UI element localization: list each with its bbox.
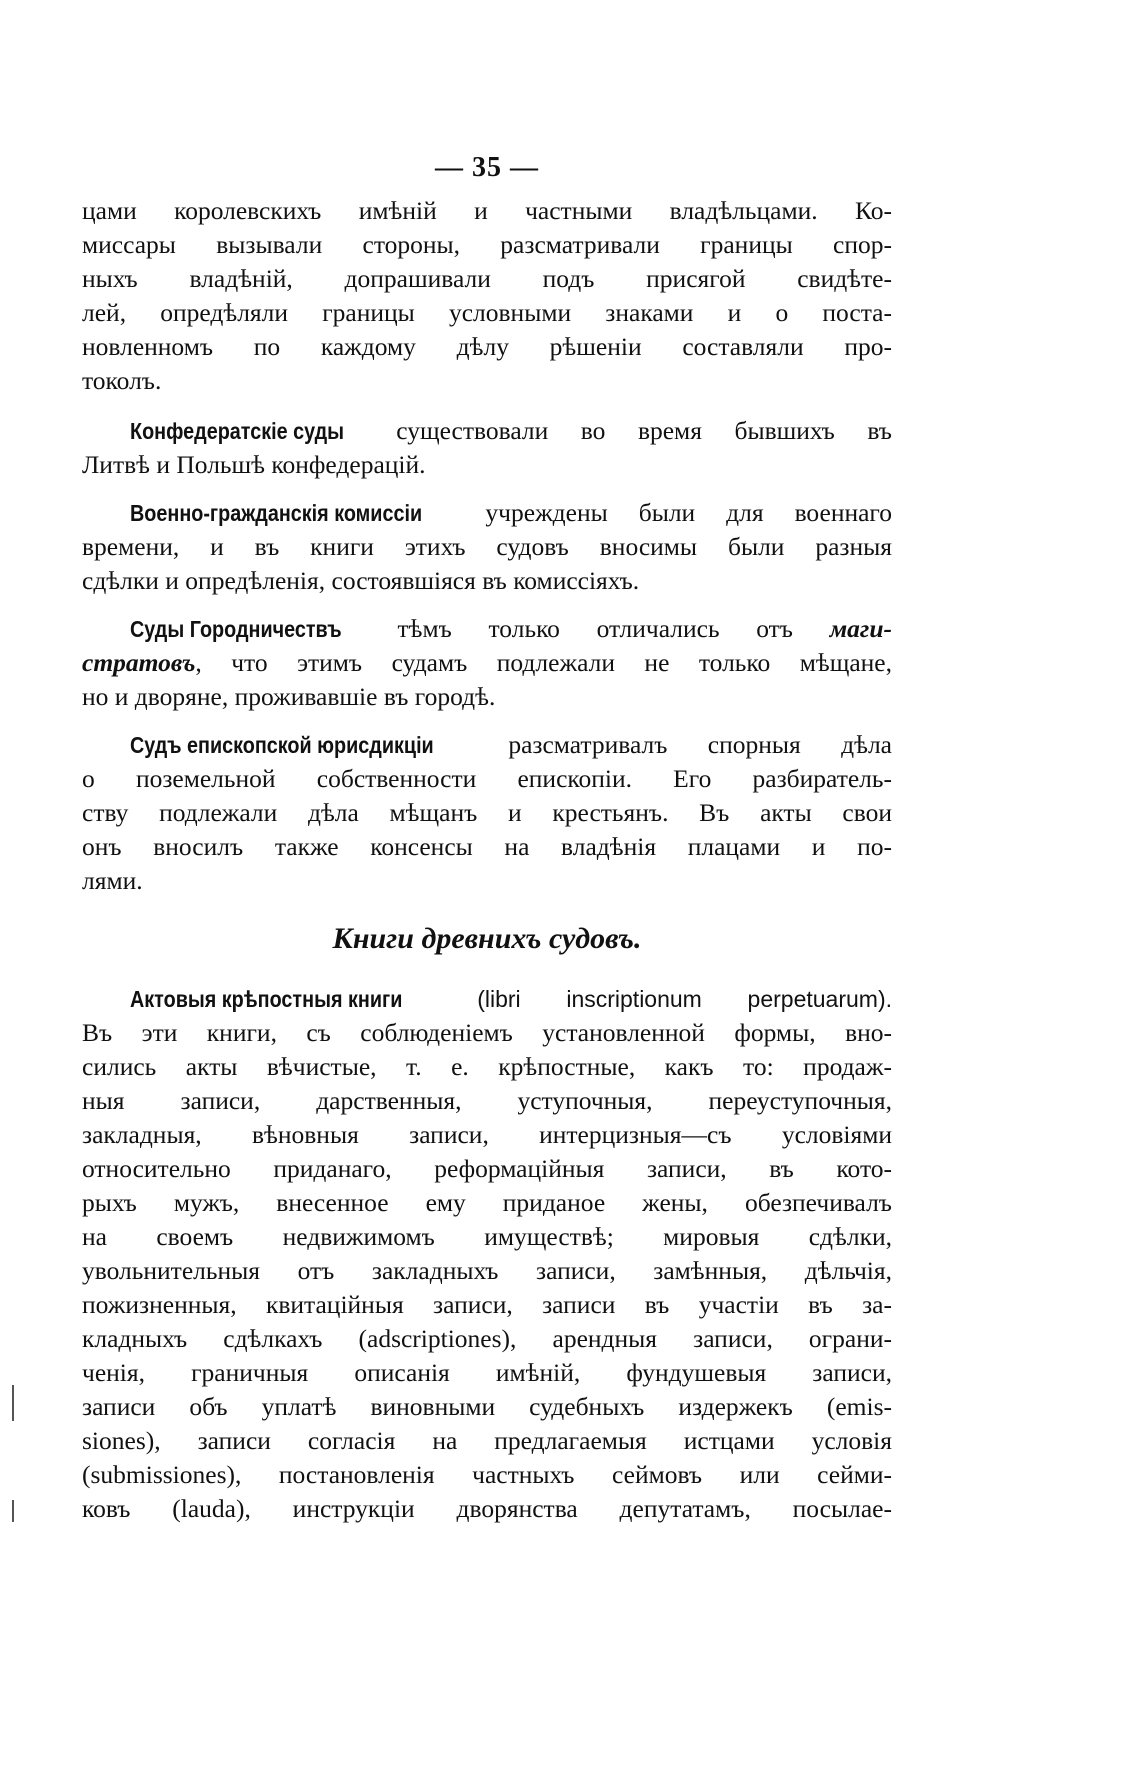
text-line: новленномъ по каждому дѣлу рѣшеніи составляли про- [82, 332, 892, 361]
paragraph-episcopal-court [130, 728, 892, 762]
text-line: закладныя, вѣновныя записи, интерцизныя—съ условіями [82, 1120, 892, 1149]
text-line: записи объ уплатѣ виновными судебныхъ издержекъ (emis- [82, 1392, 892, 1421]
text-line: ству подлежали дѣла мѣщанъ и крестьянъ. Въ акты свои [82, 798, 892, 827]
latin-title: (libri inscriptionum perpetuarum). [477, 986, 892, 1012]
text-line: цами королевскихъ имѣній и частными владѣльцами. Ко- [82, 196, 892, 225]
page-number: — 35 — [435, 152, 539, 183]
text-run: разсматривалъ спорныя дѣла [467, 730, 892, 759]
italic-run: маги- [829, 614, 892, 643]
text-run: существовали во время бывшихъ въ [363, 416, 892, 445]
text-line: увольнительныя отъ закладныхъ записи, замѣнныя, дѣльчія, [82, 1256, 892, 1285]
text-line: лей, опредѣляли границы условными знаками и о поста- [82, 298, 892, 327]
text-line: онъ вносилъ также консенсы на владѣнія плацами и по- [82, 832, 892, 861]
scan-margin-mark [12, 1385, 14, 1421]
term-heading: Военно-гражданскія комиссіи [130, 500, 423, 526]
text-line [82, 646, 892, 680]
text-run: , что этимъ судамъ подлежали не только мѣщане, [195, 648, 892, 677]
text-line: Литвѣ и Польшѣ конфедерацій. [82, 450, 426, 479]
paragraph-act-books [130, 982, 892, 1016]
text-line: siones), записи согласія на предлагаемыя истцами условія [82, 1426, 892, 1455]
term-heading: Конфедератскіе суды [130, 418, 345, 444]
text-line: рыхъ мужъ, внесенное ему приданое жены, обезпечивалъ [82, 1188, 892, 1217]
scan-margin-mark [12, 1500, 14, 1522]
text-line: ченія, граничныя описанія имѣній, фундушевыя записи, [82, 1358, 892, 1387]
text-line: сились акты вѣчистые, т. е. крѣпостные, какъ то: продаж- [82, 1052, 892, 1081]
text-line: ныхъ владѣній, допрашивали подъ присягой свидѣте- [82, 264, 892, 293]
text-line: о поземельной собственности епископіи. Его разбиратель- [82, 764, 892, 793]
text-line: на своемъ недвижимомъ имуществѣ; мировыя сдѣлки, [82, 1222, 892, 1251]
text-line: кладныхъ сдѣлкахъ (adscriptiones), арендныя записи, ограни- [82, 1324, 892, 1353]
paragraph-confederate-courts [130, 414, 892, 448]
text-line: сдѣлки и опредѣленія, состоявшіяся въ комиссіяхъ. [82, 566, 640, 595]
text-run: тѣмъ только отличались отъ [360, 614, 830, 643]
text-line: (submissiones), постановленія частныхъ сеймовъ или сейми- [82, 1460, 892, 1489]
paragraph-gorodnichestvo-courts [130, 612, 892, 646]
text-run: учреждены были для военнаго [454, 498, 892, 527]
text-line: миссары вызывали стороны, разсматривали границы спор- [82, 230, 892, 259]
text-line: времени, и въ книги этихъ судовъ вносимы были разныя [82, 532, 892, 561]
paragraph-military-civil-commissions [130, 496, 892, 530]
section-heading: Книги древнихъ судовъ. [332, 922, 642, 955]
text-line: токолъ. [82, 366, 162, 395]
italic-run: стратовъ [82, 648, 196, 677]
text-line: ныя записи, дарственныя, уступочныя, переуступочныя, [82, 1086, 892, 1115]
term-heading: Суды Городничествъ [130, 616, 342, 642]
text-line: лями. [82, 866, 143, 895]
text-line: относительно приданаго, реформаційныя записи, въ кото- [82, 1154, 892, 1183]
term-heading: Судъ епископской юрисдикціи [130, 732, 434, 758]
text-line: ковъ (lauda), инструкціи дворянства депутатамъ, посылае- [82, 1494, 892, 1523]
text-line: Въ эти книги, съ соблюденіемъ установленной формы, вно- [82, 1018, 892, 1047]
term-heading: Актовыя крѣпостныя книги [130, 986, 403, 1012]
text-line: но и дворяне, проживавшіе въ городѣ. [82, 682, 496, 711]
text-line: пожизненныя, квитаційныя записи, записи въ участіи въ за- [82, 1290, 892, 1319]
